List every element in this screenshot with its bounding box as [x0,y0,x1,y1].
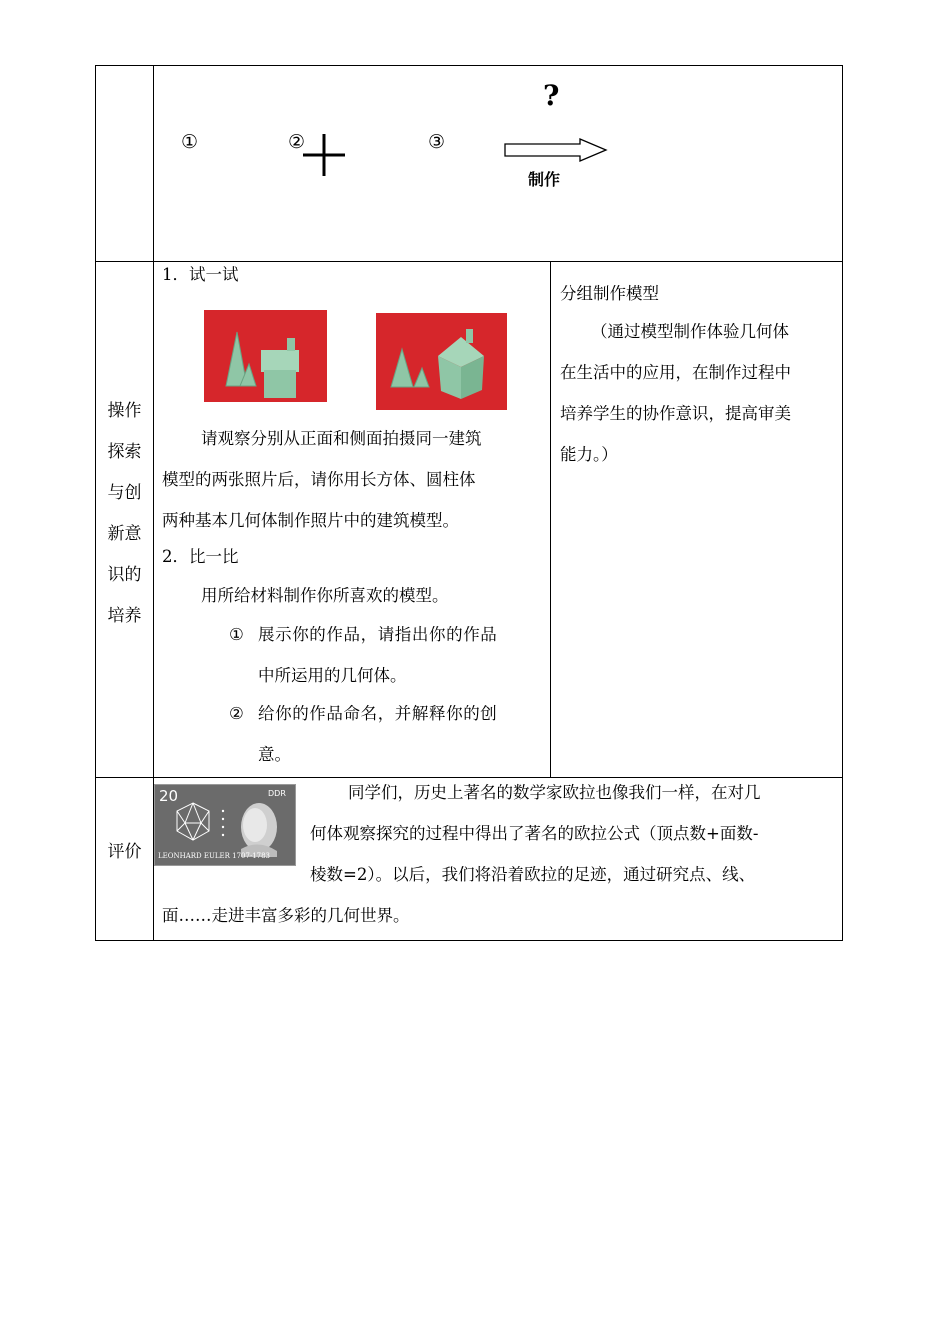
label-line: 探索 [107,442,142,462]
item-2-intro: 用所给材料制作你所喜欢的模型。 [201,586,449,605]
sub-item-2-line-2: 意。 [258,745,291,764]
label-line: 操作 [107,401,142,421]
sub-item-1-marker: ① [229,625,244,644]
label-line: 新意 [107,524,142,544]
sub-item-1-line-2: 中所运用的几何体。 [258,666,407,685]
sub-item-2-line-1: 给你的作品命名，并解释你的创 [258,704,498,723]
label-line: 识的 [107,565,142,585]
stamp-value: 20 [159,787,179,805]
item-1-line-1: 请观察分别从正面和侧面拍摄同一建筑 [201,429,482,448]
section-label-explore [96,391,153,637]
sub-item-1-line-1: 展示你的作品，请指出你的作品 [258,625,498,644]
notes-line-3: 培养学生的协作意识，提高审美 [560,404,791,423]
evaluation-line-3: 棱数=2）。以后，我们将沿着欧拉的足迹，通过研究点、线、 [310,865,756,884]
notes-line-2: 在生活中的应用，在制作过程中 [560,363,791,382]
label-line: 培养 [107,606,142,626]
step-1-marker: ① [181,131,199,153]
plus-icon [301,132,347,178]
sub-item-2-marker: ② [229,704,244,723]
step-3-marker: ③ [428,131,446,153]
notes-column-divider [550,261,551,777]
right-arrow-icon [504,138,608,162]
evaluation-line-4: 面……走进丰富多彩的几何世界。 [162,906,410,925]
item-1-title: 1．试一试 [162,265,239,284]
item-1-line-2: 模型的两张照片后，请你用长方体、圆柱体 [162,470,476,489]
euler-stamp-image [154,784,296,866]
item-1-line-3: 两种基本几何体制作照片中的建筑模型。 [162,511,459,530]
lesson-table [95,65,843,941]
item-2-title: 2．比一比 [162,547,239,566]
stamp-caption: LEONHARD EULER 1707·1783 [158,852,271,860]
house-model-front-photo [204,310,327,402]
evaluation-line-1: 同学们，历史上著名的数学家欧拉也像我们一样，在对几 [348,783,761,802]
arrow-label: 制作 [528,170,561,189]
section-label-evaluation: 评价 [107,842,142,862]
step-2-marker: ② [288,131,306,153]
notes-line-1: （通过模型制作体验几何体 [591,322,789,341]
notes-line-4: 能力。） [560,445,618,464]
question-mark: ? [543,79,560,112]
label-line: 与创 [107,483,142,503]
house-model-side-photo [376,313,507,410]
stamp-country: DDR [268,789,286,798]
notes-title: 分组制作模型 [560,284,659,303]
evaluation-line-2: 何体观察探究的过程中得出了著名的欧拉公式（顶点数+面数- [310,824,759,843]
